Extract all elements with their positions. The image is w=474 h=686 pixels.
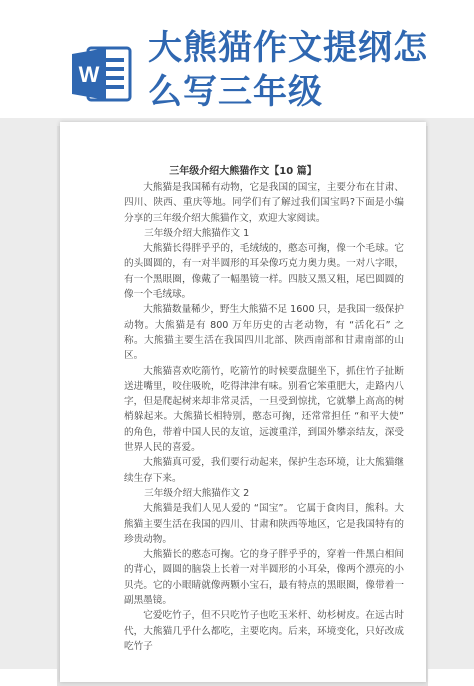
document-page — [60, 122, 426, 682]
paragraph: 大熊猫是我们人见人爱的 “国宝”。 它属于食肉目，熊科。大熊猫主要生活在我国的四川、甘肃和陕西等地区，它是我国特有的珍贵动物。 — [124, 503, 404, 545]
paragraph: 它爱吃竹子，但不只吃竹子也吃玉米杆、幼杉树皮。在远古时代，大熊猫几乎什么都吃，主要吃肉。后来，环境变化，只好改成吃竹子 — [124, 610, 404, 652]
paragraph: 大熊猫长的憨态可掬。它的身子胖乎乎的，穿着一件黑白相间的背心，圆圆的脑袋上长着一对半圆形的小耳朵，像两个漂亮的小贝壳。它的小眼睛就像两颗小宝石，最有特点的黑眼圈，像带着一副黑墨镜。 — [124, 549, 404, 607]
paragraph: 大熊猫长得胖乎乎的，毛绒绒的，憨态可掬，像一个毛球。它的头圆圆的，有一对半圆形的耳朵像巧克力奥力奥。一对八字眼，有一个黑眼圈，像戴了一幅墨镜一样。四肢又黑又粗，尾巴圆圆的像一个毛绒球。 — [124, 243, 404, 301]
document-heading: 三年级介绍大熊猫作文【10 篇】 — [169, 166, 317, 177]
word-icon-letter: W — [78, 62, 100, 87]
paragraph: 大熊猫喜欢吃箭竹，吃箭竹的时候要盘腿坐下，抓住竹子扯断送进嘴里，咬住吸吮，吃得津津有味。别看它笨重肥大，走路内八字，但是爬起树来却非常灵活，一旦受到惊扰，它就攀上高高的树梢躲起来。大熊猫长相特别，憨态可掬，还常常担任 “和平大使” 的角色，带着中国人民的友谊，远渡重洋，到国外攀亲结友，深受世界人民的喜爱。 — [124, 365, 404, 454]
paragraph-intro: 大熊猫是我国稀有动物，它是我国的国宝，主要分布在甘肃、四川、陕西、重庆等地。同学们有了解过我们国宝吗?下面是小编分享的三年级介绍大熊猫作文，欢迎大家阅读。 — [124, 182, 404, 224]
header-banner — [0, 0, 474, 122]
section-title-1: 三年级介绍大熊猫作文 1 — [144, 227, 250, 239]
page-title — [148, 26, 468, 114]
word-document-icon — [70, 42, 134, 106]
document-body — [124, 180, 404, 654]
paragraph: 大熊猫真可爱，我们要行动起来，保护生态环境，让大熊猫继续生存下来。 — [124, 457, 404, 484]
title-line-2: 么写三年级 — [148, 72, 323, 112]
section-title-2: 三年级介绍大熊猫作文 2 — [144, 487, 250, 499]
title-line-1: 大熊猫作文提纲怎 — [148, 28, 428, 68]
paragraph: 大熊猫数量稀少，野生大熊猫不足 1600 只，是我国一级保护动物。大熊猫是有 800 万年历史的古老动物，有 “活化石” 之称。大熊猫主要生活在我国四川北部、陕西南部和甘肃南部的山区。 — [124, 304, 404, 362]
